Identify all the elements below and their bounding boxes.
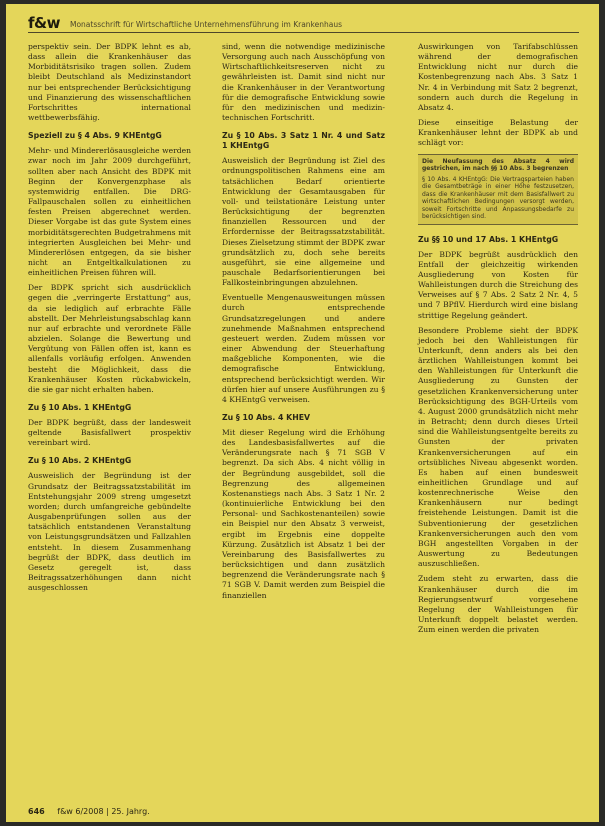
paragraph: perspektiv sein. Der BDPK lehnt es ab, dass allein die Krankenhäuser das Morbiditätsrisiko tragen sollen. Zudem bleibt Deutschland als Medizinstandort nur bei entsprechender Berücksichtigung und Finanzierung des wissenschaftlichen Fortschrittes international wettbewerbsfähig.	[28, 42, 191, 123]
paragraph: Der BDPK begrüßt ausdrücklich den Entfall der gleichzeitig wirkenden Ausgliederung von Kosten für Wahlleistungen durch die Streichung des Verweises auf § 7 Abs. 2 Satz 2 Nr. 4, 5 und 7 BPflV. Hierdurch wird eine bislang strittige Regelung geändert.	[418, 249, 578, 320]
proposal-box-title: Die Neufassung des Absatz 4 wird gestrichen, im nach §§ 10 Abs. 3 begrenzen	[422, 157, 574, 173]
page-number: 646	[28, 807, 45, 816]
journal-logo: f&w	[28, 14, 60, 32]
paragraph: Der BDPK spricht sich ausdrücklich gegen die „verringerte Erstattung“ aus, da sie lediglich auf erbrachte Fälle abstellt. Der Mehrleistungsabschlag kann nur auf erbrachte und verordnete Fälle abzielen. Solange die Bewertung und Vergütung von Fällen offen ist, kann es allenfalls vorläufig erfolgen. Anwenden besteht die Möglichkeit, dass die Krankenhäuser Kosten rückabwickeln, die sie gar nicht erhalten haben.	[28, 283, 191, 394]
proposal-box-body: § 10 Abs. 4 KHEntgG: Die Vertragsparteien haben die Gesamtbeträge in einer Höhe festzusetzen, dass die Krankenhäuser mit dem Basisfallwert zu wirtschaftlichen Bedingungen versorgt werden, soweit Fortschritte und Anpassungsbedarfe zu berücksichtigen sind.	[422, 175, 574, 221]
paragraph: sind, wenn die notwendige medizinische Versorgung auch nach Ausschöpfung von Wirtschaftlichkeitsreserven nicht zu gewährleisten ist. Damit sind nicht nur die Krankenhäuser in der Verantwortung für die demografische Entwicklung sowie für den medizinischen und medizin-technischen Fortschritt.	[222, 42, 385, 123]
paragraph: Besondere Probleme sieht der BDPK jedoch bei den Wahlleistungen für Unterkunft, denn anders als bei den ärztlichen Wahlleistungen kommt bei den Wahlleistungen für Unterkunft die Ausgliederung zu Gunsten der gesetzlichen Krankenversicherung unter Berücksichtigung des BGH-Urteils vom 4. August 2000 grundsätzlich nicht mehr in Betracht; denn durch dieses Urteil sind die Wahlleistungsentgelte bereits zu Gunsten der privaten Krankenversicherungen auf ein ortsübliches Niveau abgesenkt worden. Es haben auf einen bundesweit einheitlichen Grundlage und auf kostenrechnerische Weise den Krankenhäusern nur bedingt freistehende Leistungen. Damit ist die Subventionierung der gesetzlichen Krankenversicherungen auch den vom BGH angestellten Vorgaben in der Auswertung zu Bedeutungen auszuschließen.	[418, 325, 578, 569]
document-page	[6, 4, 599, 822]
page-footer	[28, 807, 160, 816]
paragraph: Mit dieser Regelung wird die Erhöhung des Landesbasisfallwertes auf die Veränderungsrate nach § 71 SGB V begrenzt. Da sich Abs. 4 nicht völlig in der Begründung ausgebildet, soll die Begrenzung des allgemeinen Kostenanstiegs nach Abs. 3 Satz 1 Nr. 2 (kontinuierliche Entwicklung bei den Personal- und Sachkostenanteilen) sowie ein Beispiel nur den Absatz 3 verweist, ergibt im Ergebnis eine doppelte Kürzung. Zusätzlich ist Absatz 1 bei der Vereinbarung des Basisfallwertes zu berücksichtigen und dann zusätzlich begrenzend die Veränderungsrate nach § 71 SGB V. Damit werden zum Beispiel die finanziellen	[222, 428, 385, 600]
running-title: Monatsschrift für Wirtschaftliche Unternehmensführung im Krankenhaus	[69, 20, 343, 29]
proposal-box	[418, 154, 578, 225]
section-heading: Speziell zu § 4 Abs. 9 KHEntgG	[28, 131, 162, 141]
section-heading: Zu § 10 Abs. 3 Satz 1 Nr. 4 und Satz 1 KHEntgG	[222, 131, 385, 151]
column-right	[418, 42, 578, 640]
paragraph: Mehr- und Mindererlösausgleiche werden zwar noch im Jahr 2009 durchgeführt, sollten aber nach Ansicht des BDPK mit Beginn der Konvergenzphase als systemwidrig entfallen. Die DRG-Fallpauschalen sollen zu einheitlichen festen Preisen abgerechnet werden. Dieser Vorgabe ist das gute System eines morbiditätsgerechten Budgetrahmens mit integrierten Ausgleichen bei Mehr- und Mindererlösen entgegen, da sie bisher nicht an Entgeltkalkulationen zu einheitlichen Preisen führen will.	[28, 146, 191, 278]
paragraph: Eventuelle Mengenausweitungen müssen durch entsprechende Grundsatzregelungen und andere zunehmende Maßnahmen entsprechend gesteuert werden. Zudem müssen vor einer Abwendung der Steuerhaftung maßgebliche Komponenten, wie die demografische Entwicklung, entsprechend berücksichtigt werden. Wir dürfen hier auf unsere Ausführungen zu § 4 KHEntgG verweisen.	[222, 293, 385, 404]
paragraph: Der BDPK begrüßt, dass der landesweit geltende Basisfallwert prospektiv vereinbart wird.	[28, 418, 191, 448]
section-heading: Zu § 10 Abs. 2 KHEntgG	[28, 456, 132, 466]
section-heading: Zu § 10 Abs. 1 KHEntgG	[28, 403, 132, 412]
paragraph: Ausweislich der Begründung ist der Grundsatz der Beitragssatzstabilität im Entstehungsjahr 2009 streng umgesetzt worden; durch umfangreiche gebündelte Ausgabenprüfungen sollen aus der tatsächlich entstandenen Veranstaltung von Leistungsgrundsätzen und Fallzahlen entsteht. In diesem Zusammenhang begrüßt der BDPK, dass deutlich im Gesetz geregelt ist, dass Beitragssatzerhöhungen dann nicht ausgeschlossen	[28, 471, 191, 593]
column-middle	[222, 42, 385, 606]
paragraph: Auswirkungen von Tarifabschlüssen während der demografischen Entwicklung nicht nur durch die Kostenbegrenzung nach Abs. 3 Satz 1 Nr. 4 in Verbindung mit Satz 2 begrenzt, sondern auch durch die Regelung in Absatz 4.	[418, 42, 578, 112]
journal-issue: f&w 6/2008 | 25. Jahrg.	[57, 807, 150, 816]
section-heading: Zu § 10 Abs. 4 KHEV	[222, 413, 311, 422]
section-heading: Zu §§ 10 und 17 Abs. 1 KHEntgG	[418, 234, 559, 244]
paragraph: Ausweislich der Begründung ist Ziel des ordnungspolitischen Rahmens eine am tatsächlichen Bedarf orientierte Entwicklung der Gesamtausgaben für voll- und teilstationäre Leistung unter Berücksichtigung der begrenzten finanziellen Ressourcen und der Erfordernisse der Beitragssatzstabilität. Dieses Zielsetzung stimmt der BDPK zwar grundsätzlich zu, doch sehe bereits ausgeführt, sie eine allgemeine und pauschale Bedarfsorientierungen bei Fallkosteinbringungen abzulehnen.	[222, 156, 386, 288]
paragraph: Diese einseitige Belastung der Krankenhäuser lehnt der BDPK ab und schlägt vor:	[418, 118, 578, 148]
column-left	[28, 42, 191, 598]
paragraph: Zudem steht zu erwarten, dass die Krankenhäuser durch die im Regierungsentwurf vorgesehene Regelung der Wahlleistungen für Unterkunft doppelt belastet werden. Zum einen werden die privaten	[418, 574, 578, 635]
page-header	[28, 12, 579, 33]
